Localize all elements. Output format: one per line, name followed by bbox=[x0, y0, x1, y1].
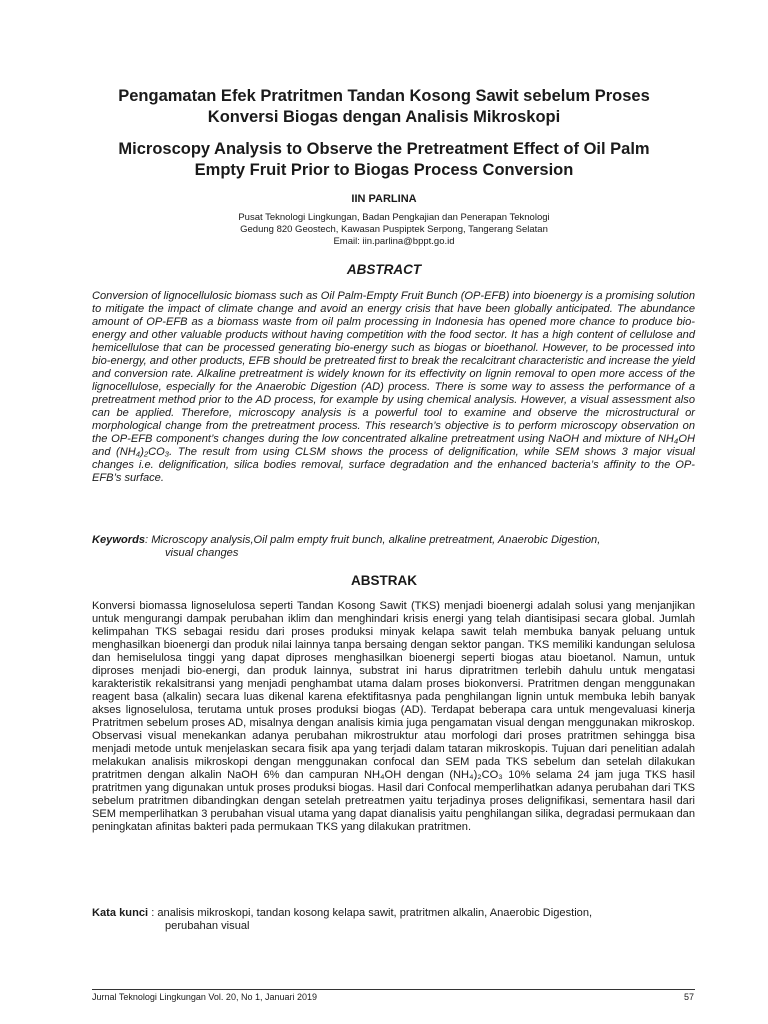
affiliation-line-1: Pusat Teknologi Lingkungan, Badan Pengkajian dan Penerapan Teknologi bbox=[238, 212, 550, 223]
title-indonesian bbox=[60, 86, 708, 128]
abstract-text: Conversion of lignocellulosic biomass such as Oil Palm-Empty Fruit Bunch (OP-EFB) into bioenergy is a promising solution to mitigate the impact of climate change and avoid an energy crisis that have been globally anticipated. The abundance amount of OP-EFB as a biomass waste from oil palm processing in Indonesia has opened more chance to produce bio-energy and other valuable products without having competition with the food sector. It has a high content of cellulose and hemicellulose that can be processed generating bio-energy such as biogas or bioethanol. However, to be processed into bio-energy, and other products, EFB should be pretreated first to break the recalcitrant characteristic and increase the yield and conversion rate. Alkaline pretreatment is widely known for its effectivity on lignin removal to open more access of the lignocellulose, especially for the Anaerobic Digestion (AD) process. There is some way to assess the performance of a pretreatment method prior to the AD process, for example by using chemical analysis. However, a visual assessment also can be applied. Therefore, microscopy analysis is a powerful tool to examine and observe the microstructural or morphological change from the pretreatment process. This research’s objective is to perform microscopy observation on the OP-EFB component’s changes during the low concentrated alkaline pretreatment using NaOH and mixture of NH₄OH and (NH₄)₂CO₃. The result from using CLSM shows the process of delignification, while SEM shows 3 major visual changes i.e. delignification, silica bodies removal, surface degradation and the enhanced bacteria’s affinity to the OP-EFB’s surface. bbox=[92, 290, 696, 484]
keywords-text-continued: visual changes bbox=[165, 547, 239, 559]
affiliation-line-2: Gedung 820 Geostech, Kawasan Puspiptek Serpong, Tangerang Selatan bbox=[240, 224, 548, 235]
kata-kunci-text: : analisis mikroskopi, tandan kosong kelapa sawit, pratritmen alkalin, Anaerobic Digestion, bbox=[148, 907, 593, 919]
page-number: 57 bbox=[683, 992, 694, 1002]
kata-kunci bbox=[92, 907, 702, 933]
author-name: IIN PARLINA bbox=[351, 193, 417, 205]
title-english bbox=[60, 139, 708, 181]
keywords-text: : Microscopy analysis,Oil palm empty fruit bunch, alkaline pretreatment, Anaerobic Digestion, bbox=[145, 534, 601, 546]
title-indonesian-line-2: Konversi Biogas dengan Analisis Mikroskopi bbox=[207, 108, 561, 126]
kata-kunci-label: Kata kunci bbox=[92, 907, 149, 919]
kata-kunci-text-continued: perubahan visual bbox=[165, 920, 250, 932]
title-english-line-2: Empty Fruit Prior to Biogas Process Conversion bbox=[194, 161, 574, 179]
footer-divider bbox=[92, 989, 695, 990]
keywords-label: Keywords bbox=[92, 534, 146, 546]
title-indonesian-line-1: Pengamatan Efek Pratritmen Tandan Kosong Sawit sebelum Proses bbox=[118, 87, 650, 105]
abstract-heading: ABSTRACT bbox=[346, 262, 422, 277]
footer-journal-citation: Jurnal Teknologi Lingkungan Vol. 20, No 1, Januari 2019 bbox=[92, 992, 317, 1002]
author-affiliation bbox=[0, 212, 768, 248]
abstrak-text: Konversi biomassa lignoselulosa seperti Tandan Kosong Sawit (TKS) menjadi bioenergi adalah solusi yang menjanjikan untuk mengurangi dampak perubahan iklim dan menghindari krisis energi yang telah diantisipasi secara global. Jumlah kelimpahan TKS sebagai residu dari proses produksi minyak kelapa sawit telah membuka banyak peluang untuk menghasilkan bioenergi dan produk nilai lainnya tanpa bersaing dengan sektor pangan. TKS memiliki kandungan selulosa dan hemiselulosa tinggi yang dapat diproses menghasilkan bioenergi seperti biogas atau bioetanol. Namun, untuk diproses menjadi bio-energi, dan produk lainnya, substrat ini harus dipratritmen terlebih dahulu untuk mengatasi karakteristik rekalsitransi yang menjadi penghambat utama dalam proses biokonversi. Pratritmen dengan menggunakan reagent basa (alkalin) secara luas dikenal karena efektifitasnya pada penghilangan lignin untuk membuka lebih banyak akses lignoselulosa, terutama untuk proses produksi biogas (AD). Terdapat beberapa cara untuk mengevaluasi kinerja Pratritmen sebelum proses AD, misalnya dengan analisis kimia juga pengamatan visual dengan menggunakan mikroskop. Observasi visual menekankan adanya perubahan mikrostruktur atau morfologi dari proses pratritmen sehingga bisa menjadi metode untuk menjelaskan secara fisik apa yang terjadi dalam tataran mikroskopis. Tujuan dari penelitian adalah melakukan analisis mikroskopi dengan menggunakan confocal dan SEM pada TKS sebelum dan setelah dilakukan pratritmen dengan alkalin NaOH 6% dan campuran NH₄OH dengan (NH₄)₂CO₃ 10% selama 24 jam juga TKS hasil pratritmen yang digunakan untuk proses produksi biogas. Hasil dari Confocal memperlihatkan adanya perubahan dari TKS sebelum pratritmen dibandingkan dengan setelah pretreatmen yaitu terjadinya proses delignifikasi, sementara hasil dari SEM memperlihatkan 3 perubahan visual utama yang dapat dianalisis yaitu penghilangan silika, degradasi permukaan dan peningkatan afinitas bakteri pada permukaan TKS yang dilakukan pratritmen. bbox=[92, 600, 695, 833]
affiliation-email: Email: iin.parlina@bppt.go.id bbox=[333, 236, 455, 247]
keywords bbox=[92, 534, 702, 560]
abstrak-heading: ABSTRAK bbox=[351, 573, 417, 588]
title-english-line-1: Microscopy Analysis to Observe the Pretreatment Effect of Oil Palm bbox=[118, 140, 650, 158]
